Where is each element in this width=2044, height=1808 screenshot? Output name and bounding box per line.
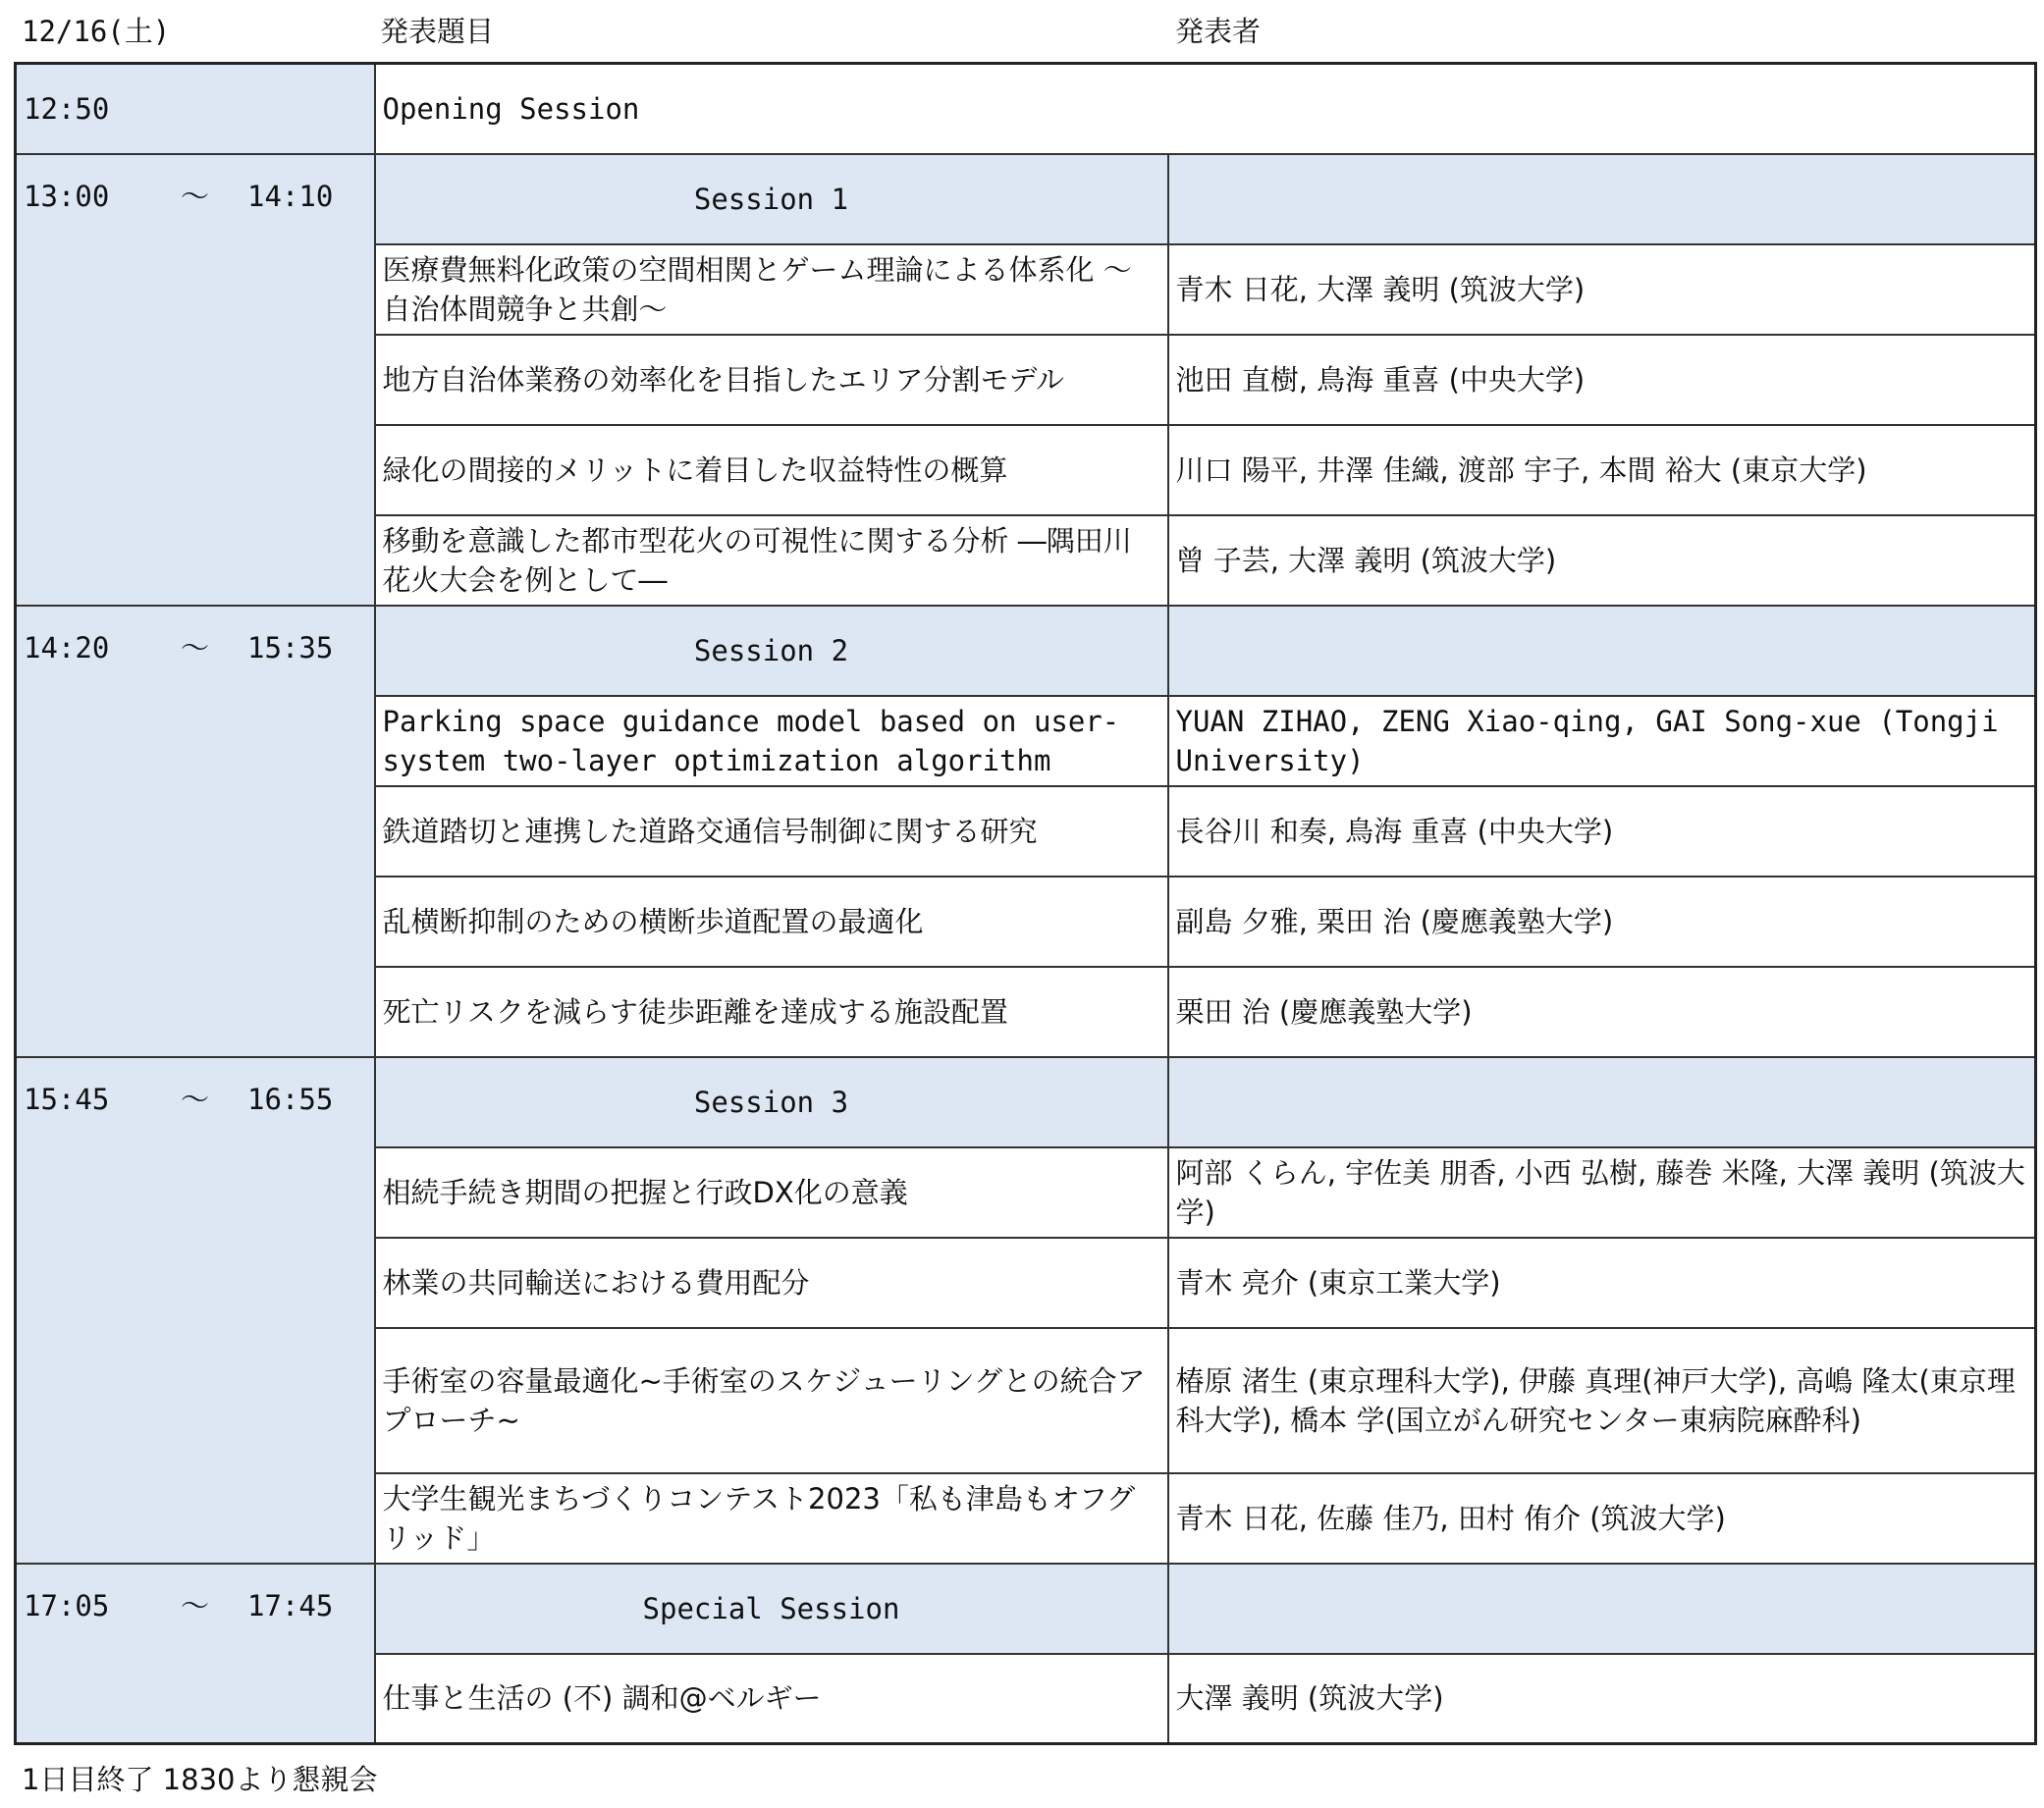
talk-title: 医療費無料化政策の空間相関とゲーム理論による体系化 ～自治体間競争と共創～ — [375, 244, 1168, 335]
time-range-tilde: ～ — [181, 1082, 210, 1116]
session-end-time: 16:55 — [247, 1082, 334, 1116]
talk-title: 鉄道踏切と連携した道路交通信号制御に関する研究 — [375, 786, 1168, 877]
talk-presenter: 栗田 治 (慶應義塾大学) — [1168, 967, 2036, 1057]
talk-presenter: 阿部 くらん, 宇佐美 朋香, 小西 弘樹, 藤巻 米隆, 大澤 義明 (筑波大学) — [1168, 1147, 2036, 1238]
column-header-presenter: 発表者 — [1175, 15, 1262, 48]
talk-presenter: 川口 陽平, 井澤 佳織, 渡部 宇子, 本間 裕大 (東京大学) — [1168, 425, 2036, 515]
talk-presenter: 青木 日花, 佐藤 佳乃, 田村 侑介 (筑波大学) — [1168, 1473, 2036, 1564]
session-header-blank — [1168, 1564, 2036, 1654]
session-start-time: 13:00 — [24, 179, 110, 213]
session-start-time: 15:45 — [24, 1082, 110, 1116]
session-name: Special Session — [375, 1564, 1168, 1654]
talk-presenter: 池田 直樹, 鳥海 重喜 (中央大学) — [1168, 335, 2036, 425]
talk-presenter: 青木 亮介 (東京工業大学) — [1168, 1238, 2036, 1328]
session-name: Session 3 — [375, 1057, 1168, 1147]
time-range-tilde: ～ — [181, 179, 210, 213]
time-range-tilde: ～ — [181, 630, 210, 665]
session-header-row — [16, 154, 2036, 244]
footer-note: 1日目終了 1830より懇親会 — [22, 1763, 378, 1796]
talk-title: Parking space guidance model based on user-system two-layer optimization algorithm — [375, 696, 1168, 786]
talk-presenter: YUAN ZIHAO, ZENG Xiao-qing, GAI Song-xue (Tongji University) — [1168, 696, 2036, 786]
talk-title: 相続手続き期間の把握と行政DX化の意義 — [375, 1147, 1168, 1238]
talk-title: 林業の共同輸送における費用配分 — [375, 1238, 1168, 1328]
talk-title: 仕事と生活の (不) 調和@ベルギー — [375, 1654, 1168, 1744]
session-end-time: 17:45 — [247, 1588, 334, 1622]
column-header-title: 発表題目 — [380, 15, 495, 48]
session-end-time: 14:10 — [247, 179, 334, 213]
session-time — [16, 1564, 375, 1744]
talk-presenter: 青木 日花, 大澤 義明 (筑波大学) — [1168, 244, 2036, 335]
talk-title: 移動を意識した都市型花火の可視性に関する分析 ―隅田川花火大会を例として― — [375, 515, 1168, 606]
session-header-row — [16, 1564, 2036, 1654]
schedule-table — [14, 62, 2037, 1745]
talk-presenter: 大澤 義明 (筑波大学) — [1168, 1654, 2036, 1744]
opening-row — [16, 64, 2036, 154]
session-time — [16, 606, 375, 1057]
opening-blank — [1168, 64, 2036, 154]
talk-title: 大学生観光まちづくりコンテスト2023「私も津島もオフグリッド」 — [375, 1473, 1168, 1564]
opening-time: 12:50 — [16, 64, 375, 154]
talk-title: 緑化の間接的メリットに着目した収益特性の概算 — [375, 425, 1168, 515]
talk-title: 地方自治体業務の効率化を目指したエリア分割モデル — [375, 335, 1168, 425]
session-header-blank — [1168, 1057, 2036, 1147]
opening-label: Opening Session — [375, 64, 1168, 154]
talk-title: 乱横断抑制のための横断歩道配置の最適化 — [375, 877, 1168, 967]
talk-presenter: 椿原 渚生 (東京理科大学), 伊藤 真理(神戸大学), 高嶋 隆太(東京理科大学), 橋本 学(国立がん研究センター東病院麻酔科) — [1168, 1328, 2036, 1473]
talk-presenter: 副島 夕雅, 栗田 治 (慶應義塾大学) — [1168, 877, 2036, 967]
session-header-row — [16, 606, 2036, 696]
session-end-time: 15:35 — [247, 630, 334, 665]
session-header-blank — [1168, 154, 2036, 244]
session-header-blank — [1168, 606, 2036, 696]
talk-title: 死亡リスクを減らす徒歩距離を達成する施設配置 — [375, 967, 1168, 1057]
session-name: Session 2 — [375, 606, 1168, 696]
session-time — [16, 154, 375, 606]
session-name: Session 1 — [375, 154, 1168, 244]
session-start-time: 14:20 — [24, 630, 110, 665]
schedule-date: 12/16(土) — [22, 15, 171, 48]
session-header-row — [16, 1057, 2036, 1147]
talk-title: 手術室の容量最適化~手術室のスケジューリングとの統合アプローチ~ — [375, 1328, 1168, 1473]
talk-presenter: 長谷川 和奏, 鳥海 重喜 (中央大学) — [1168, 786, 2036, 877]
talk-presenter: 曾 子芸, 大澤 義明 (筑波大学) — [1168, 515, 2036, 606]
session-start-time: 17:05 — [24, 1588, 110, 1622]
session-time — [16, 1057, 375, 1564]
time-range-tilde: ～ — [181, 1588, 210, 1622]
